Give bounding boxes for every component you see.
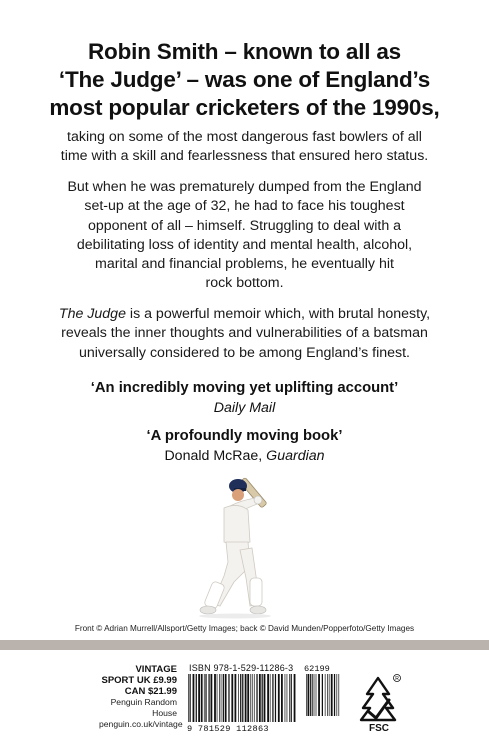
barcode-bar — [331, 674, 333, 716]
quote-text: ‘An incredibly moving yet uplifting account’ — [90, 380, 399, 396]
blurb-line: rock bottom. — [205, 275, 284, 292]
barcode-bar — [289, 674, 290, 722]
headline — [20, 38, 469, 122]
barcode-bar — [250, 674, 251, 722]
quote-attribution — [20, 446, 469, 466]
publisher-website: penguin.co.uk/vintage — [99, 719, 183, 729]
barcode-digits: 9 781529 112863 — [187, 724, 269, 734]
blurb-paragraph-1 — [22, 128, 467, 167]
blurb-line — [22, 305, 467, 324]
barcode-bar — [231, 674, 233, 722]
barcode-bar — [312, 674, 313, 716]
barcode-bar — [208, 674, 209, 722]
barcode-bar — [242, 674, 243, 722]
barcode-bar — [336, 674, 337, 716]
review-quote-2 — [20, 426, 469, 466]
barcode-bar — [259, 674, 261, 722]
barcode-bar — [272, 674, 273, 722]
imprint-block — [99, 664, 183, 730]
barcode-bar — [281, 674, 283, 722]
price-uk: UK £9.99 — [136, 675, 177, 686]
barcode-bar — [310, 674, 311, 716]
barcode-bar — [334, 674, 335, 716]
svg-text:R: R — [395, 676, 399, 682]
blurb-line: universally considered to be among England’s finest. — [79, 344, 410, 361]
fsc-label: FSC — [369, 723, 389, 734]
barcode-bar — [270, 674, 271, 722]
barcode-bar — [240, 674, 241, 722]
barcode-bar — [275, 674, 276, 722]
barcode-bar — [329, 674, 330, 716]
addon-digits: 62199 — [304, 664, 330, 674]
blurb-paragraph-3 — [22, 305, 467, 363]
barcode-bar — [291, 674, 292, 722]
price-can: CAN $21.99 — [124, 686, 177, 697]
isbn-label: ISBN 978-1-529-11286-3 — [189, 663, 294, 673]
quote-author: Donald McRae, — [164, 448, 267, 464]
headline-line: ‘The Judge’ – was one of England’s — [58, 67, 431, 92]
barcode-bar — [285, 674, 286, 722]
imprint-line — [99, 675, 177, 686]
barcode-bar — [316, 674, 317, 716]
barcode-bar — [190, 674, 191, 722]
barcode-bar — [223, 674, 224, 722]
blurb-line: taking on some of the most dangerous fast bowlers of all — [67, 129, 422, 145]
barcode-bar — [262, 674, 263, 722]
barcode-bar — [228, 674, 229, 722]
barcode-bar — [225, 674, 227, 722]
barcode-bar — [264, 674, 266, 722]
review-quote-1 — [20, 378, 469, 418]
blurb-line: time with a skill and fearlessness that ensured hero status. — [60, 148, 429, 165]
barcode-bar — [211, 674, 213, 722]
blurb-line: reveals the inner thoughts and vulnerabilities of a batsman — [61, 325, 428, 342]
publisher-name: Penguin Random House — [110, 697, 177, 718]
barcode-bar — [308, 674, 310, 716]
barcode-bar — [294, 674, 296, 722]
barcode-bar — [198, 674, 200, 722]
quote-source: Daily Mail — [213, 400, 276, 416]
imprint-category: SPORT — [101, 675, 135, 686]
price-addon-barcode — [305, 674, 341, 716]
barcode-bar — [287, 674, 288, 722]
barcode-bar — [238, 674, 239, 722]
barcode-bar — [325, 674, 326, 716]
headline-line: most popular cricketers of the 1990s, — [49, 95, 440, 120]
barcode-bar — [188, 674, 189, 722]
isbn-barcode — [187, 674, 297, 722]
barcode-bar — [254, 674, 255, 722]
barcode-bar — [201, 674, 203, 722]
grey-band — [0, 640, 489, 650]
barcode-bar — [196, 674, 197, 722]
book-title-italic: The Judge — [58, 306, 126, 322]
imprint-brand: VINTAGE — [135, 664, 177, 675]
barcode-bar — [314, 674, 315, 716]
blurb-line-rest: is a powerful memoir which, with brutal honesty, — [125, 306, 431, 322]
barcode-bar — [327, 674, 328, 716]
cricketer-batting-image — [190, 470, 300, 620]
barcode-bar — [267, 674, 269, 722]
barcode-bar — [219, 674, 220, 722]
headline-line: Robin Smith – known to all as — [88, 39, 401, 64]
barcode-bar — [204, 674, 205, 722]
barcode-bar — [322, 674, 323, 716]
barcode-bar — [214, 674, 216, 722]
blurb-line: marital and financial problems, he eventually hit — [95, 256, 394, 273]
barcode-bar — [247, 674, 249, 722]
barcode-bar — [193, 674, 195, 722]
blurb-line: set-up at the age of 32, he had to face his toughest — [84, 198, 405, 215]
quote-source: Guardian — [266, 448, 325, 464]
blurb-paragraph-2 — [22, 178, 467, 294]
barcode-bar — [278, 674, 280, 722]
barcode-bar — [221, 674, 222, 722]
photo-credits: Front © Adrian Murrell/Allsport/Getty Images; back © David Munden/Popperfoto/Getty Images — [74, 624, 415, 633]
quote-text: ‘A profoundly moving book’ — [146, 428, 343, 444]
blurb-line: debilitating loss of identity and mental health, alcohol, — [76, 236, 413, 253]
barcode-bar — [235, 674, 237, 722]
barcode-bar — [245, 674, 247, 722]
barcode-bar — [338, 674, 339, 716]
barcode-bar — [205, 674, 206, 722]
barcode-bar — [252, 674, 253, 722]
blurb-line: But when he was prematurely dumped from the England — [67, 179, 422, 195]
barcode-bar — [306, 674, 307, 716]
barcode-bar — [318, 674, 320, 716]
blurb-line: opponent of all – himself. Struggling to deal with a — [87, 217, 402, 234]
barcode-bar — [256, 674, 257, 722]
barcode-bar — [217, 674, 218, 722]
